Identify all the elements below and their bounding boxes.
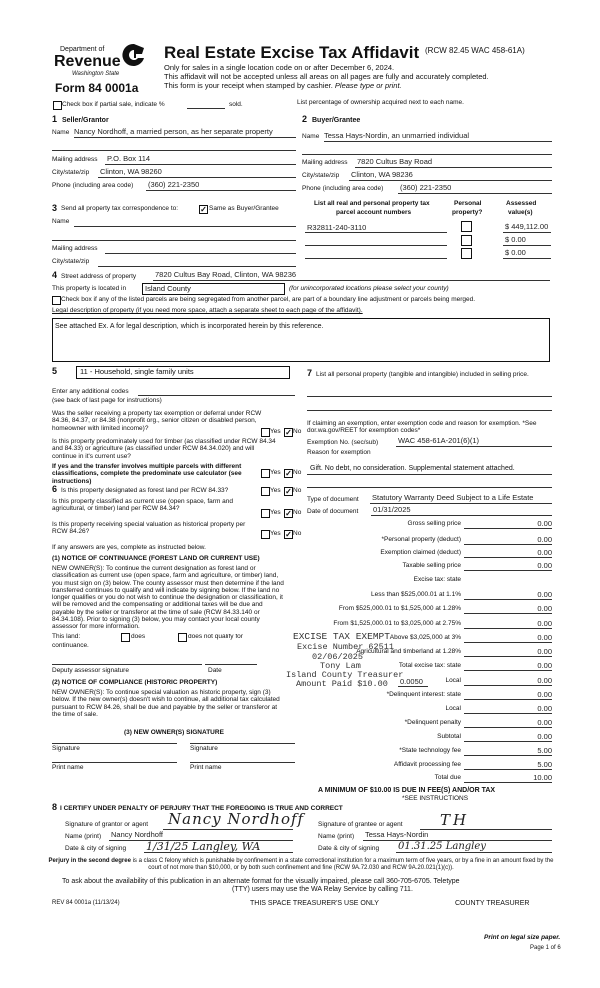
- calc-line: [464, 557, 552, 558]
- underline: [503, 258, 551, 259]
- underline: [396, 446, 552, 447]
- minimum-due: A MINIMUM OF $10.00 IS DUE IN FEE(S) AND/OR TAX: [318, 787, 496, 794]
- sec3-text: Send all property tax correspondence to:: [61, 205, 179, 212]
- seller-name-label: Name: [52, 129, 70, 136]
- seller-city-label: City/state/zip: [52, 169, 90, 176]
- this-land-label: This land:: [52, 633, 81, 640]
- perjury-notice: Perjury in the second degree is a class C felony which is punishable by confinement in a state correctional institution for a maximum term of five years, or by a fine in an amount fixed by the court of not more than $10,000, or by both such confinement and fine (RCW 9A.72.030 and RCW 9A.20.021(1)(c)).: [48, 858, 554, 871]
- calc-value[interactable]: 0.00: [537, 647, 552, 656]
- seller-phone-label: Phone (including area code): [52, 182, 134, 189]
- underline: [503, 232, 551, 233]
- underline: [398, 193, 552, 194]
- sec6-num: 6: [52, 484, 58, 494]
- calc-line: [464, 782, 552, 783]
- grantee-date-label: Date & city of signing: [318, 845, 380, 852]
- does-label: does: [131, 633, 146, 640]
- parcel-1[interactable]: R32811-240-3110: [307, 223, 367, 232]
- grantee-name[interactable]: Tessa Hays-Nordin: [365, 830, 429, 839]
- q2-no-checkbox[interactable]: ✓: [285, 469, 292, 478]
- calc-value[interactable]: 0.00: [537, 690, 552, 699]
- underline: [305, 232, 447, 233]
- grantee-signature[interactable]: TH: [440, 811, 470, 829]
- underline: [396, 852, 552, 853]
- sec2-num: 2: [302, 114, 308, 124]
- no-label: No: [293, 428, 302, 435]
- personal-property-checkbox-3[interactable]: [461, 248, 472, 259]
- calc-line: [464, 528, 552, 529]
- calc-label: Agricultural and timberland at 1.28%: [356, 648, 461, 655]
- sec3-name-label: Name: [52, 218, 70, 225]
- seller-city[interactable]: Clinton, WA 98260: [100, 167, 162, 176]
- calc-value[interactable]: 0.00: [537, 548, 552, 557]
- sec7-num: 7: [307, 368, 313, 378]
- sec1-num: 1: [52, 114, 58, 124]
- underline: [98, 177, 296, 178]
- legal-description-field[interactable]: [52, 318, 550, 362]
- buyer-city[interactable]: Clinton, WA 98236: [351, 170, 413, 179]
- add-codes-field[interactable]: [138, 395, 295, 396]
- legal-label: Legal description of property (if you need more space, attach a separate sheet to each page of the affidavit).: [52, 307, 363, 314]
- exempt-no[interactable]: WAC 458-61A-201(6)(1): [398, 436, 480, 445]
- no-label: No: [293, 469, 302, 476]
- calc-line: [464, 713, 552, 714]
- calc-value[interactable]: 0.00: [537, 633, 552, 642]
- calc-value[interactable]: 0.00: [537, 732, 552, 741]
- form-title-ref: (RCW 82.45 WAC 458-61A): [425, 46, 525, 55]
- grantee-name-label: Name (print): [318, 833, 355, 840]
- notice3-title: (3) NEW OWNER(S) SIGNATURE: [124, 729, 224, 736]
- yes-label: Yes: [270, 509, 281, 516]
- notice-1: Only for sales in a single location code on or after December 6, 2024.: [164, 63, 395, 72]
- no-label: No: [293, 509, 302, 516]
- sec3-num: 3: [52, 203, 58, 213]
- q3-yes-checkbox[interactable]: [261, 487, 270, 496]
- personal-property-checkbox-2[interactable]: [461, 235, 472, 246]
- calc-value[interactable]: 0.00: [537, 661, 552, 670]
- doc-type-label: Type of document: [307, 496, 359, 503]
- q1-no-checkbox[interactable]: ✓: [285, 428, 292, 437]
- stamp-line6: Amount Paid $10.00: [296, 679, 388, 689]
- list-pct-note: List percentage of ownership acquired next to each name.: [297, 99, 464, 106]
- doc-type[interactable]: Statutory Warranty Deed Subject to a Life Estate: [372, 493, 534, 502]
- reason[interactable]: Gift. No debt, no consideration. Supplemental statement attached.: [310, 465, 515, 472]
- land-use-value: 11 - Household, single family units: [80, 367, 194, 376]
- calc-line: [464, 685, 552, 686]
- calc-line: [464, 670, 552, 671]
- underline: [105, 253, 296, 254]
- buyer-mail[interactable]: 7820 Cultus Bay Road: [357, 157, 433, 166]
- form-number: Form 84 0001a: [55, 81, 139, 95]
- segregated-label: Check box if any of the listed parcels are being segregated from another parcel, are part of a boundary line adjustment or parcels being merged.: [61, 296, 476, 303]
- located-label: This property is located in: [52, 285, 127, 292]
- notice2-text: NEW OWNER(S): To continue special valuation as historic property, sign (3) below. If the new owner(s) doesn't wish to continue, all additional tax calculated pursuant to RCW 84.26, shall be due and payable by the seller or transferor at the time of sale.: [52, 689, 280, 718]
- county-select[interactable]: [142, 283, 285, 295]
- claim-text: If claiming an exemption, enter exemption code and reason for exemption. *See dor.wa.gov/REET for exemption codes*: [307, 420, 537, 435]
- calc-value[interactable]: 0.00: [537, 535, 552, 544]
- signature-label-2: Signature: [190, 745, 218, 752]
- underline: [144, 852, 293, 853]
- underline: [307, 410, 552, 411]
- partial-pct-field[interactable]: [187, 108, 225, 109]
- street-address[interactable]: 7820 Cultus Bay Road, Clinton, WA 98236: [155, 270, 297, 279]
- calc-value[interactable]: 5.00: [537, 760, 552, 769]
- yes-label: Yes: [270, 469, 281, 476]
- underline: [105, 164, 296, 165]
- add-codes-label: Enter any additional codes: [52, 388, 129, 395]
- notice-2: This affidavit will not be accepted unless all areas on all pages are fully and accurately completed.: [164, 72, 489, 81]
- sec8-num: 8: [52, 802, 58, 812]
- calc-label: Excise tax: state: [413, 576, 461, 583]
- buyer-name[interactable]: Tessa Hays-Nordin, an unmarried individual: [324, 131, 470, 140]
- if-yes-text: If any answers are yes, complete as instructed below.: [52, 544, 206, 551]
- no-label: No: [293, 487, 302, 494]
- assessed-value-1[interactable]: $ 449,112.00: [505, 222, 549, 231]
- underline: [74, 226, 296, 227]
- calc-line: [464, 755, 552, 756]
- same-as-buyer-label: Same as Buyer/Grantee: [209, 205, 279, 212]
- underline: [307, 487, 552, 488]
- yes-label: Yes: [270, 530, 281, 537]
- calc-label: Taxable selling price: [402, 562, 461, 569]
- print-name-label-1: Print name: [52, 764, 84, 771]
- seller-mail-label: Mailing address: [52, 156, 98, 163]
- assessed-hdr1: Assessed: [506, 200, 537, 207]
- underline: [355, 167, 552, 168]
- yes-label: Yes: [270, 428, 281, 435]
- underline: [98, 266, 296, 267]
- does-checkbox[interactable]: [121, 633, 130, 642]
- q4-text: Is this property classified as current use (open space, farm and agricultural, or timber) land per RCW 84.34?: [52, 498, 234, 513]
- deputy-date-label: Date: [208, 667, 222, 674]
- underline: [302, 154, 552, 155]
- underline: [324, 141, 552, 142]
- calc-label: From $1,525,000.01 to $3,025,000 at 2.75%: [333, 620, 461, 627]
- stamp-line3: 02/06/2025: [312, 652, 364, 662]
- notice1-text: NEW OWNER(S): To continue the current designation as forest land or classification as current use (open space, farm and agriculture, or timber) land, you must sign on (3) below. The county assessor must then determine if the land transferred continues to qualify and will indicate by signing below. If the land no longer qualifies or you do not wish to continue the designation or classification, it will be removed and the compensating or additional taxes will be due and payable by the seller or transferor at the time of sale (RCW 84.33.140 or 84.34.108). Prior to signing (3) below, you may contact your local county assessor for more information.: [52, 565, 284, 631]
- deputy-date-field[interactable]: [205, 664, 257, 665]
- calc-value[interactable]: 10.00: [533, 773, 552, 782]
- q5-yes-checkbox[interactable]: [261, 530, 270, 539]
- underline: [420, 829, 552, 830]
- dept-revenue: Revenue: [54, 53, 121, 70]
- q3-no-checkbox[interactable]: ✓: [285, 487, 292, 496]
- calc-value[interactable]: 0.00: [537, 619, 552, 628]
- assessed-value-2[interactable]: $ 0.00: [505, 235, 526, 244]
- underline: [74, 137, 296, 138]
- calc-value[interactable]: 5.00: [537, 746, 552, 755]
- calc-value[interactable]: 0.00: [537, 676, 552, 685]
- calc-line: [464, 613, 552, 614]
- underline: [153, 280, 550, 281]
- grantor-date-label: Date & city of signing: [65, 845, 127, 852]
- doc-date[interactable]: 01/31/2025: [373, 505, 411, 514]
- personal-property-field[interactable]: [307, 396, 552, 397]
- parcel-hdr1: List all real and personal property tax: [314, 200, 430, 207]
- calc-line: [464, 544, 552, 545]
- personal-property-checkbox-1[interactable]: [461, 221, 472, 232]
- calc-label: Total excise tax: state: [398, 662, 461, 669]
- buyer-phone-label: Phone (including area code): [302, 185, 384, 192]
- sig-field-1[interactable]: [52, 743, 177, 744]
- partial-sold: sold.: [229, 101, 243, 108]
- segregated-checkbox[interactable]: [52, 296, 61, 305]
- signature-label-1: Signature: [52, 745, 80, 752]
- underline: [146, 190, 296, 191]
- parcel-2[interactable]: [305, 245, 447, 246]
- calc-line: [464, 570, 552, 571]
- exempt-no-label: Exemption No. (sec/sub): [307, 439, 379, 446]
- underline: [52, 240, 296, 241]
- notice-3: This form is your receipt when stamped by cashier. Please type or print.: [164, 81, 402, 90]
- calc-label: *Delinquent interest: state: [386, 691, 461, 698]
- q5-text: Is this property receiving special valuation as historical property per RCW 84.26?: [52, 521, 246, 536]
- buyer-title: Buyer/Grantee: [312, 117, 361, 124]
- calc-line: [464, 727, 552, 728]
- buyer-city-label: City/state/zip: [302, 172, 340, 179]
- calc-value[interactable]: 0.00: [537, 561, 552, 570]
- seller-title: Seller/Grantor: [62, 117, 109, 124]
- parcel-3[interactable]: [305, 258, 447, 259]
- street-label: Street address of property: [61, 273, 137, 280]
- parcel-hdr2: parcel account numbers: [336, 209, 412, 216]
- page-number: Page 1 of 6: [530, 945, 561, 951]
- q2-yes-checkbox[interactable]: [261, 469, 270, 478]
- q5-no-checkbox[interactable]: ✓: [285, 530, 292, 539]
- calc-label: Gross selling price: [407, 520, 461, 527]
- grantee-date-city[interactable]: 01.31.25 Langley: [398, 841, 486, 852]
- calc-value[interactable]: 0.00: [537, 704, 552, 713]
- sec3-mail-label: Mailing address: [52, 245, 98, 252]
- see-back: (see back of last page for instructions): [52, 397, 162, 404]
- legal-description: See attached Ex. A for legal description, which is incorporated herein by this reference.: [55, 323, 324, 330]
- calc-line: [464, 628, 552, 629]
- grantor-date-city[interactable]: 1/31/25 Langley, WA: [146, 840, 261, 853]
- dept-state: Washington State: [72, 71, 120, 77]
- grantor-name-label: Name (print): [65, 833, 102, 840]
- calc-label: Less than $525,000.01 at 1.1%: [371, 591, 461, 598]
- same-as-buyer-checkbox[interactable]: ✓: [200, 205, 207, 214]
- rev-number: REV 84 0001a (11/13/24): [52, 900, 120, 906]
- underline: [503, 245, 551, 246]
- buyer-mail-label: Mailing address: [302, 159, 348, 166]
- sec7-text: List all personal property (tangible and intangible) included in selling price.: [316, 371, 529, 378]
- legal-size-note: Print on legal size paper.: [484, 934, 561, 941]
- calc-line: [464, 656, 552, 657]
- local-rate[interactable]: 0.0050: [400, 677, 423, 686]
- stamp-line1: EXCISE TAX EXEMPT: [293, 631, 390, 642]
- calc-value[interactable]: 0.00: [537, 718, 552, 727]
- underline: [370, 503, 552, 504]
- calc-line: [464, 741, 552, 742]
- yes-label: Yes: [270, 487, 281, 494]
- calc-label: *State technology fee: [399, 747, 461, 754]
- alt-format-1: To ask about the availability of this publication in an alternate format for the visually impaired, please call 360-705-6705. Teletype: [62, 878, 460, 885]
- underline: [52, 150, 296, 151]
- notice2-title: (2) NOTICE OF COMPLIANCE (HISTORIC PROPERTY): [52, 679, 218, 686]
- calc-label: Exemption claimed (deduct): [380, 549, 461, 556]
- q1-text: Was the seller receiving a property tax exemption or deferral under RCW 84.36, 84.37, or 84.38 (nonprofit org., senior citizen or disabled person, homeowner with limited income)?: [52, 410, 262, 432]
- sig-grantee-label: Signature of grantee or agent: [318, 821, 403, 828]
- treasurer-use-only: THIS SPACE TREASURER'S USE ONLY: [250, 900, 379, 907]
- grantor-name[interactable]: Nancy Nordhoff: [111, 830, 163, 839]
- underline: [163, 829, 293, 830]
- calc-value[interactable]: 0.00: [537, 604, 552, 613]
- located-note: (for unincorporated locations please select your county): [289, 285, 449, 292]
- calc-line: [464, 769, 552, 770]
- q3-text: Is this property designated as forest land per RCW 84.33?: [61, 487, 229, 494]
- stamp-line2: Excise Number 62511: [297, 642, 394, 652]
- sig-field-2[interactable]: [190, 743, 295, 744]
- form-title: Real Estate Excise Tax Affidavit: [164, 43, 420, 62]
- calc-label: *Personal property (deduct): [381, 536, 461, 543]
- continuance-label: continuance.: [52, 642, 89, 649]
- see-instructions: *SEE INSTRUCTIONS: [402, 795, 469, 802]
- personal-hdr1: Personal: [454, 200, 482, 207]
- print-name-field-2[interactable]: [190, 762, 295, 763]
- land-use-select[interactable]: [76, 366, 290, 379]
- personal-hdr2: property?: [452, 209, 483, 216]
- print-name-label-2: Print name: [190, 764, 222, 771]
- certify-text: I CERTIFY UNDER PENALTY OF PERJURY THAT THE FOREGOING IS TRUE AND CORRECT: [60, 805, 343, 812]
- sec5-num: 5: [52, 366, 58, 376]
- assessed-hdr2: value(s): [508, 209, 533, 216]
- q2b-text: If yes and the transfer involves multiple parcels with different classifications, complete the predominate use calculator (see instructions): [52, 463, 242, 485]
- calc-label: Local: [445, 705, 461, 712]
- does-not-label: does not qualify for: [188, 634, 243, 640]
- underline: [398, 686, 428, 687]
- q4-no-checkbox[interactable]: ✓: [285, 509, 292, 518]
- no-label: No: [293, 530, 302, 537]
- buyer-phone[interactable]: (360) 221-2350: [400, 183, 452, 192]
- calc-label: Subtotal: [437, 733, 461, 740]
- calc-value[interactable]: 0.00: [537, 519, 552, 528]
- deputy-label: Deputy assessor signature: [52, 667, 129, 674]
- seller-mail[interactable]: P.O. Box 114: [107, 154, 151, 163]
- assessed-value-3[interactable]: $ 0.00: [505, 248, 526, 257]
- grantor-signature[interactable]: Nancy Nordhoff: [168, 810, 305, 828]
- partial-sale-checkbox[interactable]: [53, 101, 62, 110]
- underline: [371, 515, 552, 516]
- calc-line: [464, 642, 552, 643]
- calc-label: Affidavit processing fee: [393, 761, 461, 768]
- seller-phone[interactable]: (360) 221-2350: [148, 180, 200, 189]
- q2a-text: Is this property predominately used for timber (as classified under RCW 84.34 and 84.33) or agriculture (as classified under RCW 84.34.020) and will continue in it's current use?: [52, 438, 276, 460]
- underline: [349, 180, 552, 181]
- does-not-checkbox[interactable]: [178, 633, 187, 642]
- calc-label: Local: [445, 677, 461, 684]
- partial-sale-label: Check box if partial sale, indicate %: [62, 101, 165, 108]
- revenue-logo-icon: [122, 42, 146, 68]
- calc-label: Above $3,025,000 at 3%: [389, 634, 461, 641]
- stamp-line4: Tony Lam: [320, 661, 361, 671]
- doc-date-label: Date of document: [307, 508, 359, 515]
- sig-grantor-label: Signature of grantor or agent: [65, 821, 149, 828]
- buyer-name-label: Name: [302, 133, 320, 140]
- underline: [307, 474, 552, 475]
- sec3-city-label: City/state/zip: [52, 258, 90, 265]
- seller-name[interactable]: Nancy Nordhoff, a married person, as her separate property: [74, 127, 273, 136]
- calc-label: *Delinquent penalty: [404, 719, 461, 726]
- county-treasurer: COUNTY TREASURER: [455, 900, 530, 907]
- deputy-sig-field[interactable]: [52, 664, 202, 665]
- calc-value[interactable]: 0.00: [537, 590, 552, 599]
- q1-yes-checkbox[interactable]: [261, 428, 270, 437]
- calc-line: [464, 699, 552, 700]
- notice1-title: (1) NOTICE OF CONTINUANCE (FOREST LAND OR CURRENT USE): [52, 555, 260, 562]
- dept-line1: Department of: [60, 46, 105, 53]
- alt-format-2: (TTY) users may use the WA Relay Service by calling 711.: [232, 886, 413, 893]
- county-value: Island County: [145, 284, 191, 293]
- sec4-num: 4: [52, 270, 58, 280]
- calc-label: Total due: [434, 774, 461, 781]
- calc-line: [464, 599, 552, 600]
- stamp-line5: Island County Treasurer: [286, 670, 404, 680]
- calc-label: From $525,000.01 to $1,525,000 at 1.28%: [338, 605, 461, 612]
- reason-label: Reason for exemption: [307, 449, 371, 456]
- q4-yes-checkbox[interactable]: [261, 509, 270, 518]
- print-name-field-1[interactable]: [52, 762, 177, 763]
